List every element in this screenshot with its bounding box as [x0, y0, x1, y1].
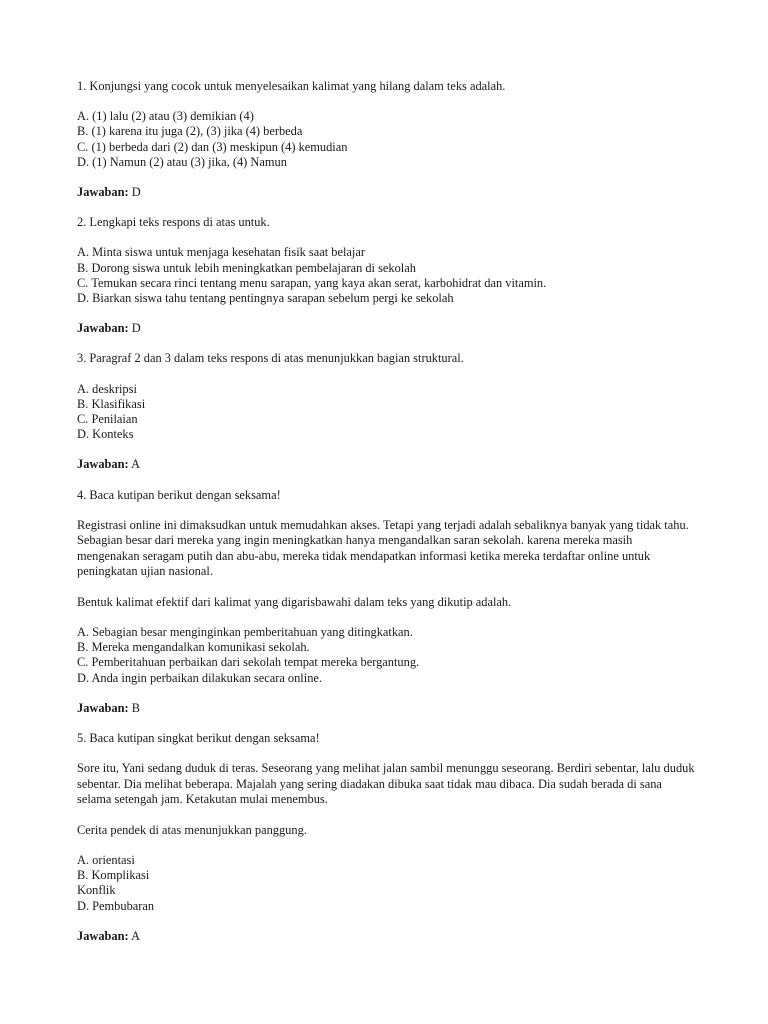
option-c: Konflik — [77, 883, 116, 898]
option-b: B. Klasifikasi — [77, 396, 146, 411]
answer-value: D — [131, 321, 141, 336]
answer-label: Jawaban: — [77, 928, 129, 943]
answer-line — [77, 457, 697, 472]
option-b: B. (1) karena itu juga (2), (3) jika (4) berbeda — [77, 124, 303, 139]
question-block-5 — [77, 731, 697, 944]
passage-text: Registrasi online ini dimaksudkan untuk memudahkan akses. Tetapi yang terjadi adalah sebaliknya banyak yang tidak tahu. Sebagian besar dari mereka yang ingin meningkatkan hanya mengandalkan saran sekolah. karena mereka masih mengenakan seragam putih dan abu-abu, mereka tidak mendapatkan informasi ketika mereka terdaftar online untuk peningkatan ujian nasional. — [77, 517, 689, 579]
option-a: A. orientasi — [77, 852, 135, 867]
answer-line — [77, 321, 697, 336]
answer-line — [77, 929, 697, 944]
option-b: B. Dorong siswa untuk lebih meningkatkan pembelajaran di sekolah — [77, 260, 416, 275]
answer-value: A — [131, 928, 141, 943]
option-b: B. Komplikasi — [77, 868, 150, 883]
answer-value: B — [131, 700, 141, 715]
option-a: A. (1) lalu (2) atau (3) demikian (4) — [77, 109, 254, 124]
answer-label: Jawaban: — [77, 185, 129, 200]
option-a: A. Sebagian besar menginginkan pemberitahuan yang ditingkatkan. — [77, 625, 413, 640]
answer-label: Jawaban: — [77, 321, 129, 336]
option-a: A. Minta siswa untuk menjaga kesehatan fisik saat belajar — [77, 245, 365, 260]
answer-value: D — [131, 185, 141, 200]
answer-value: A — [131, 457, 141, 472]
option-a: A. deskripsi — [77, 381, 137, 396]
option-d: D. (1) Namun (2) atau (3) jika, (4) Namun — [77, 154, 287, 169]
option-b: B. Mereka mengandalkan komunikasi sekolah. — [77, 640, 310, 655]
option-c: C. (1) berbeda dari (2) dan (3) meskipun (4) kemudian — [77, 139, 348, 154]
question-text: 4. Baca kutipan berikut dengan seksama! — [77, 487, 281, 502]
option-d: D. Anda ingin perbaikan dilakukan secara online. — [77, 670, 322, 685]
document-page — [77, 79, 697, 944]
option-d: D. Konteks — [77, 427, 134, 442]
answer-line — [77, 701, 697, 716]
question-block-4 — [77, 488, 697, 716]
question-text: 1. Konjungsi yang cocok untuk menyelesaikan kalimat yang hilang dalam teks adalah. — [77, 79, 506, 93]
answer-label: Jawaban: — [77, 457, 129, 472]
question-prompt: Cerita pendek di atas menunjukkan panggung. — [77, 822, 307, 837]
option-c: C. Temukan secara rinci tentang menu sarapan, yang kaya akan serat, karbohidrat dan vitamin. — [77, 275, 547, 290]
question-block-1 — [77, 79, 697, 200]
question-text: 2. Lengkapi teks respons di atas untuk. — [77, 215, 270, 230]
question-text: 3. Paragraf 2 dan 3 dalam teks respons di atas menunjukkan bagian struktural. — [77, 351, 464, 366]
answer-line — [77, 185, 697, 200]
option-d: D. Biarkan siswa tahu tentang pentingnya sarapan sebelum pergi ke sekolah — [77, 291, 454, 306]
question-prompt: Bentuk kalimat efektif dari kalimat yang digarisbawahi dalam teks yang dikutip adalah. — [77, 594, 512, 609]
passage-text: Sore itu, Yani sedang duduk di teras. Seseorang yang melihat jalan sambil menunggu seseorang. Berdiri sebentar, lalu duduk sebentar. Dia melihat beberapa. Majalah yang sering diadakan dibuka saat tidak mau dibaca. Dia sudah berada di sana selama setengah jam. Ketakutan mulai menembus. — [77, 761, 695, 807]
option-d: D. Pembubaran — [77, 898, 155, 913]
question-block-2 — [77, 215, 697, 336]
option-c: C. Penilaian — [77, 412, 138, 427]
question-block-3 — [77, 351, 697, 472]
option-c: C. Pemberitahuan perbaikan dari sekolah tempat mereka bergantung. — [77, 655, 420, 670]
answer-label: Jawaban: — [77, 700, 129, 715]
question-text: 5. Baca kutipan singkat berikut dengan seksama! — [77, 731, 320, 746]
